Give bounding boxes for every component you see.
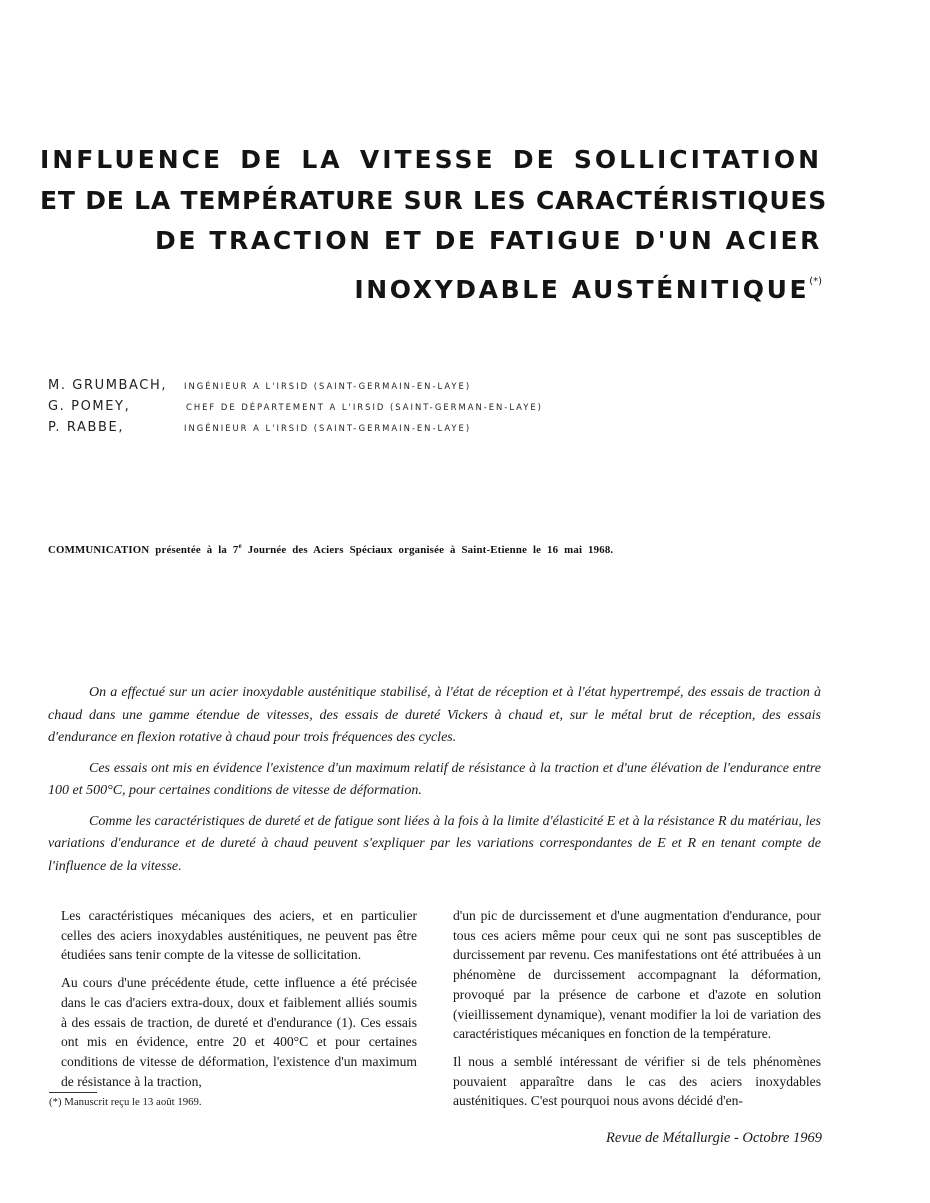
title-footnote-marker: (*) (809, 275, 822, 287)
abstract-paragraph: On a effectué sur un acier inoxydable austénitique stabilisé, à l'état de réception et à l'état hypertrempé, des essais de traction à chaud dans une gamme étendue de vitesses, des essais de dureté Vickers à chaud et, sur le métal brut de réception, des essais d'endurance en flexion rotative à chaud pour trois fréquences des cycles. (48, 685, 821, 745)
author-name: G. POMEY, (48, 399, 131, 414)
communication-text-start: COMMUNICATION présentée à la 7 (48, 544, 239, 556)
abstract (48, 682, 821, 886)
title-line-2: ET DE LA TEMPÉRATURE SUR LES CARACTÉRISTIQUES (40, 185, 828, 215)
communication-note (48, 542, 828, 556)
author-name: M. GRUMBACH, (48, 378, 168, 393)
article-title (40, 140, 828, 310)
title-line-4 (40, 262, 822, 311)
body-paragraph: Les caractéristiques mécaniques des aciers, et en particulier celles des aciers inoxydables austénitiques, ne peuvent pas être étudiées sans tenir compte de la vitesse de sollicitation. (61, 908, 417, 963)
footnote: (*) Manuscrit reçu le 13 août 1969. (49, 1096, 202, 1108)
body-column-right (453, 906, 821, 1119)
body-paragraph: Au cours d'une précédente étude, cette influence a été précisée dans le cas d'aciers extra-doux, doux et faiblement alliés soumis à des essais de traction, de dureté et d'endurance (1). Ces essais ont mis en évidence, entre 20 et 400°C et pour certaines conditions de vitesse de déformation, l'existence d'un maximum de résistance à la traction, (61, 975, 417, 1089)
abstract-paragraph: Comme les caractéristiques de dureté et de fatigue sont liées à la fois à la limite d'élasticité E et à la résistance R du matériau, les variations d'endurance et de dureté à chaud peuvent s'expliquer par les variations correspondantes de E et R en tenant compte de l'influence de la vitesse. (48, 813, 821, 874)
author-name: P. RABBE, (48, 420, 125, 435)
title-line-1: INFLUENCE DE LA VITESSE DE SOLLICITATION (40, 145, 822, 174)
body-paragraph: d'un pic de durcissement et d'une augmentation d'endurance, pour tous ces aciers même pour ceux qui ne sont pas susceptibles de durcissement par revenu. Ces manifestations ont été attribuées à un phénomène de durcissement accompagnant la déformation, provoqué par la présence de carbone et d'azote en solution (vieillissement dynamique), venant modifier la loi de variation des caractéristiques mécaniques en fonction de la température. (453, 908, 821, 1042)
title-line-4-text: INOXYDABLE AUSTÉNITIQUE (354, 274, 810, 304)
journal-footer: Revue de Métallurgie - Octobre 1969 (606, 1130, 822, 1146)
communication-superscript: e (238, 542, 242, 550)
body-column-left (61, 906, 417, 1099)
communication-text-end: Journée des Aciers Spéciaux organisée à Saint-Etienne le 16 mai 1968. (241, 544, 614, 556)
author-affiliation: INGÉNIEUR A L'IRSID (SAINT-GERMAIN-EN-LAYE) (184, 423, 472, 433)
title-line-3: DE TRACTION ET DE FATIGUE D'UN ACIER (155, 226, 822, 255)
body-paragraph: Il nous a semblé intéressant de vérifier si de tels phénomènes pouvaient apparaître dans le cas des aciers inoxydables austénitiques. C'est pourquoi nous avons décidé d'en- (453, 1053, 821, 1109)
footnote-divider (49, 1092, 97, 1093)
author-affiliation: CHEF DE DÉPARTEMENT A L'IRSID (SAINT-GERMAN-EN-LAYE) (186, 402, 543, 412)
abstract-paragraph: Ces essais ont mis en évidence l'existence d'un maximum relatif de résistance à la traction et d'une élévation de l'endurance entre 100 et 500°C, pour certaines conditions de vitesse de déformation. (48, 760, 821, 798)
author-affiliation: INGÉNIEUR A L'IRSID (SAINT-GERMAIN-EN-LAYE) (184, 381, 472, 391)
